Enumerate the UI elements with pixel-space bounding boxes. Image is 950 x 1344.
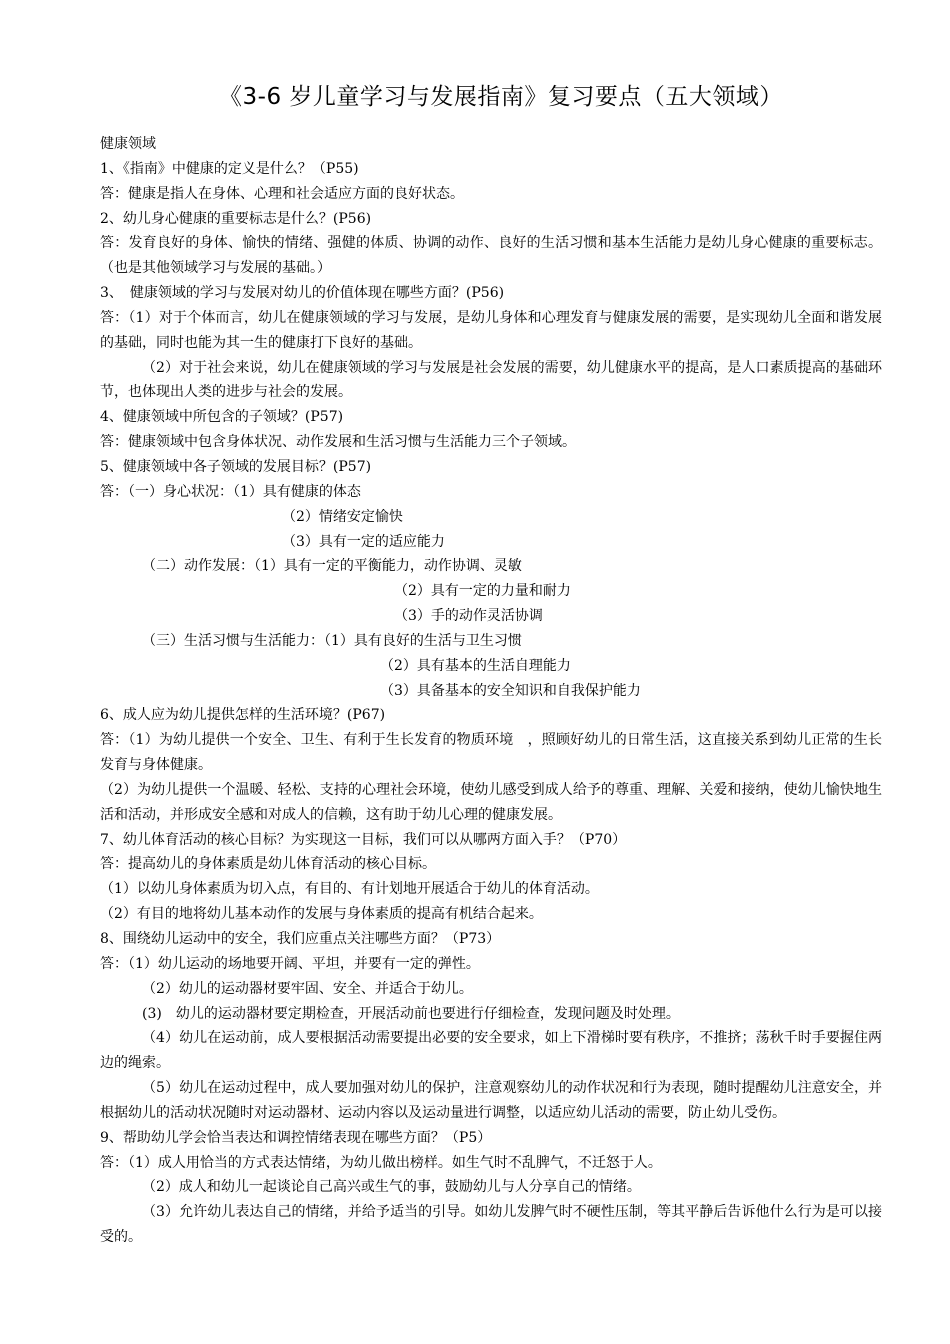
answer-3-part-1: 答：（1）对于个体而言，幼儿在健康领域的学习与发展，是幼儿身体和心理发育与健康发展的需要，是实现幼儿全面和谐发展的基础，同时也能为其一生的健康打下良好的基础。 — [100, 309, 882, 351]
question-7: 7、幼儿体育活动的核心目标？为实现这一目标，我们可以从哪两方面入手？（P70） — [100, 831, 627, 848]
answer-5-group-3-item-2: （2）具有基本的生活自理能力 — [380, 657, 571, 674]
answer-7-item-2: （2）有目的地将幼儿基本动作的发展与身体素质的提高有机结合起来。 — [100, 906, 543, 923]
document-title: 《3-6 岁儿童学习与发展指南》复习要点（五大领域） — [219, 84, 783, 110]
document-page — [100, 0, 882, 1250]
answer-8-item-5: （5）幼儿在运动过程中，成人要加强对幼儿的保护，注意观察幼儿的动作状况和行为表现，随时提醒幼儿注意安全，并根据幼儿的活动状况随时对运动器材、运动内容以及运动量进行调整，以适应幼儿活动的需要，防止幼儿受伤。 — [100, 1080, 882, 1121]
answer-9-item-2: （2）成人和幼儿一起谈论自己高兴或生气的事，鼓励幼儿与人分享自己的情绪。 — [142, 1179, 641, 1196]
answer-5-group-2-item-2: （2）具有一定的力量和耐力 — [394, 583, 571, 600]
answer-1: 答：健康是指人在身体、心理和社会适应方面的良好状态。 — [100, 185, 464, 202]
answer-5-group-2-item-1: （二）动作发展：（1）具有一定的平衡能力，动作协调、灵敏 — [142, 558, 522, 575]
answer-5-group-1-item-2: （2）情绪安定愉快 — [282, 508, 403, 525]
question-1: 1、《指南》中健康的定义是什么？（P55) — [100, 160, 359, 177]
question-3: 3、 健康领域的学习与发展对幼儿的价值体现在哪些方面？(P56) — [100, 285, 505, 302]
answer-6-part-2: （2）为幼儿提供一个温暖、轻松、支持的心理社会环境，使幼儿感受到成人给予的尊重、理解、关爱和接纳，使幼儿愉快地生活和活动，并形成安全感和对成人的信赖，这有助于幼儿心理的健康发展。 — [100, 781, 882, 823]
question-6: 6、成人应为幼儿提供怎样的生活环境？(P67) — [100, 707, 386, 724]
question-2: 2、幼儿身心健康的重要标志是什么？(P56) — [100, 210, 372, 227]
answer-9-item-1: 答：（1）成人用恰当的方式表达情绪，为幼儿做出榜样。如生气时不乱脾气，不迁怒于人。 — [100, 1154, 662, 1171]
answer-6-part-1: 答：（1）为幼儿提供一个安全、卫生、有利于生长发育的物质环境 ，照顾好幼儿的日常生活，这直接关系到幼儿正常的生长发育与身体健康。 — [100, 732, 882, 774]
answer-9-item-3: （3）允许幼儿表达自己的情绪，并给予适当的引导。如幼儿发脾气时不硬性压制，等其平静后告诉他什么行为是可以接受的。 — [100, 1204, 882, 1246]
answer-8-item-2: （2）幼儿的运动器材要牢固、安全、并适合于幼儿。 — [142, 980, 473, 997]
answer-7: 答：提高幼儿的身体素质是幼儿体育活动的核心目标。 — [100, 856, 436, 873]
answer-8-item-1: 答：（1）幼儿运动的场地要开阔、平坦，并要有一定的弹性。 — [100, 955, 480, 972]
answer-2: 答：发育良好的身体、愉快的情绪、强健的体质、协调的动作、良好的生活习惯和基本生活能力是幼儿身心健康的重要标志。（也是其他领域学习与发展的基础。） — [100, 235, 882, 277]
answer-8-item-3: (3) 幼儿的运动器材要定期检查，开展活动前也要进行仔细检查，发现问题及时处理。 — [142, 1005, 680, 1022]
question-8: 8、围绕幼儿运动中的安全，我们应重点关注哪些方面？（P73） — [100, 931, 501, 947]
answer-8-item-4: （4）幼儿在运动前，成人要根据活动需要提出必要的安全要求，如上下滑梯时要有秩序，不推挤；荡秋千时手要握住两边的绳索。 — [100, 1030, 882, 1072]
answer-5-group-2-item-3: （3）手的动作灵活协调 — [394, 608, 543, 625]
question-9: 9、帮助幼儿学会恰当表达和调控情绪表现在哪些方面？（P5） — [100, 1129, 492, 1146]
answer-7-item-1: （1）以幼儿身体素质为切入点，有目的、有计划地开展适合于幼儿的体育活动。 — [100, 881, 599, 898]
answer-5-group-3-item-3: （3）具备基本的安全知识和自我保护能力 — [380, 682, 641, 699]
section-heading-health: 健康领域 — [100, 136, 156, 152]
answer-3-part-2: （2）对于社会来说，幼儿在健康领域的学习与发展是社会发展的需要，幼儿健康水平的提高，是人口素质提高的基础环节，也体现出人类的进步与社会的发展。 — [100, 359, 882, 401]
answer-5-group-1-item-3: （3）具有一定的适应能力 — [282, 533, 445, 550]
answer-5-group-1-item-1: 答：（一）身心状况：（1）具有健康的体态 — [100, 483, 361, 500]
question-5: 5、健康领域中各子领域的发展目标？(P57) — [100, 458, 372, 475]
answer-5-group-3-item-1: （三）生活习惯与生活能力：（1）具有良好的生活与卫生习惯 — [142, 632, 522, 649]
answer-4: 答：健康领域中包含身体状况、动作发展和生活习惯与生活能力三个子领域。 — [100, 434, 576, 451]
question-4: 4、健康领域中所包含的子领域？(P57) — [100, 409, 344, 426]
